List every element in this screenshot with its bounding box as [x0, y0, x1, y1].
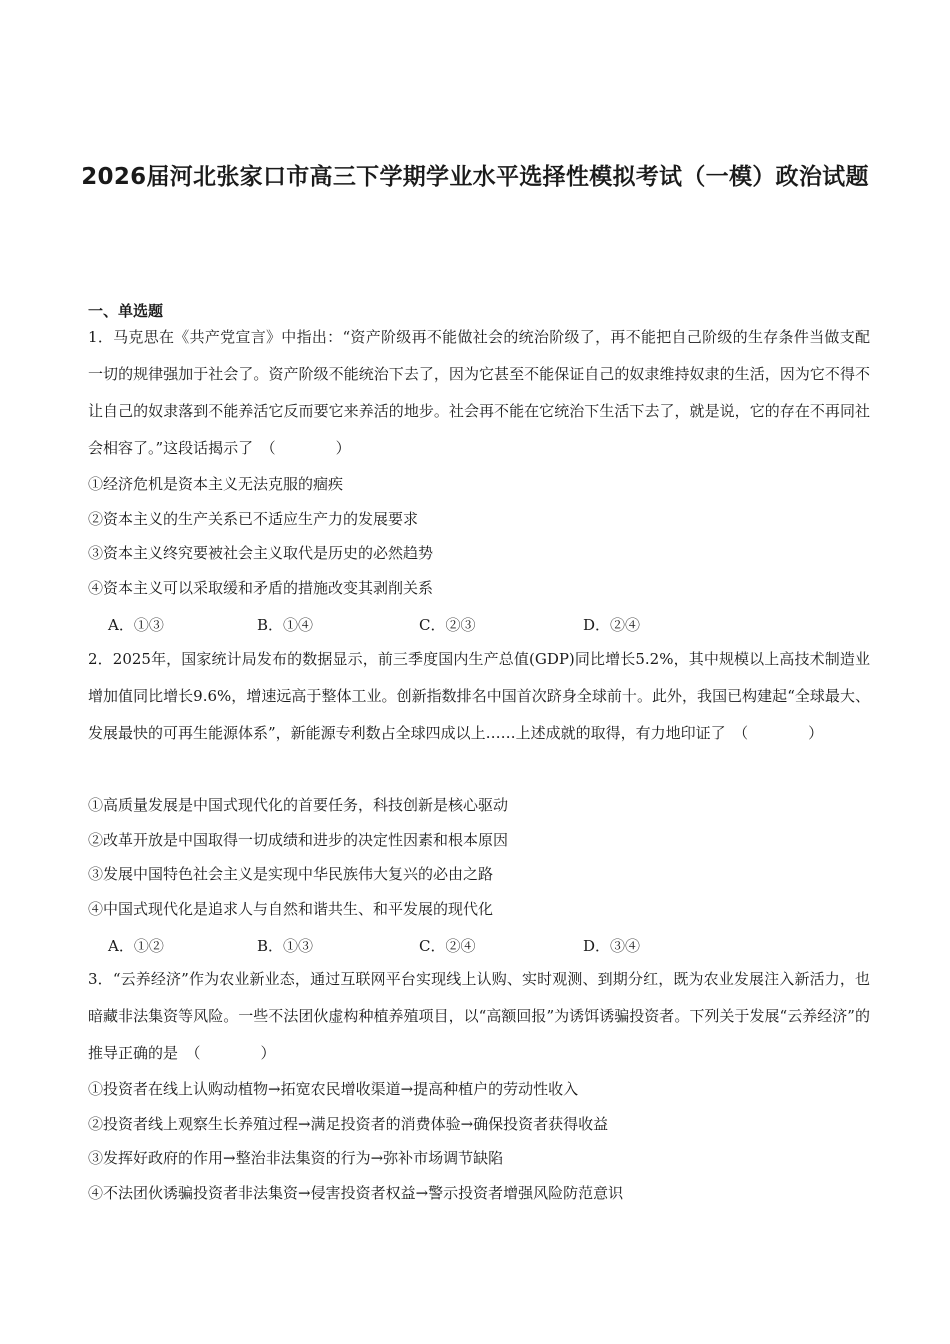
- answer-choice: D．②④: [583, 616, 641, 634]
- section-heading: 一、单选题: [88, 302, 164, 320]
- option-item: ④不法团伙诱骗投资者非法集资→侵害投资者权益→警示投资者增强风险防范意识: [88, 1184, 624, 1202]
- option-item: ③发展中国特色社会主义是实现中华民族伟大复兴的必由之路: [88, 865, 494, 883]
- question-stem: 3．“云养经济”作为农业新业态，通过互联网平台实现线上认购、实时观测、到期分红，既为农业发展注入新活力，也暗藏非法集资等风险。一些不法团伙虚构种植养殖项目，以“高额回报”为诱饵诱骗投资者。下列关于发展“云养经济”的推导正确的是 （ ）: [88, 970, 870, 1062]
- option-item: ①经济危机是资本主义无法克服的痼疾: [88, 475, 344, 493]
- option-item: ③发挥好政府的作用→整治非法集资的行为→弥补市场调节缺陷: [88, 1149, 504, 1167]
- answer-choice: C．②③: [419, 616, 476, 634]
- answer-choice: A．①③: [108, 616, 164, 634]
- option-item: ①投资者在线上认购动植物→拓宽农民增收渠道→提高种植户的劳动性收入: [88, 1080, 579, 1098]
- page-title: 2026届河北张家口市高三下学期学业水平选择性模拟考试（一模）政治试题: [81, 164, 869, 190]
- option-item: ④资本主义可以采取缓和矛盾的措施改变其剥削关系: [88, 579, 434, 597]
- answer-choice: B．①③: [257, 937, 314, 955]
- option-item: ②资本主义的生产关系已不适应生产力的发展要求: [88, 510, 419, 528]
- option-item: ①高质量发展是中国式现代化的首要任务，科技创新是核心驱动: [88, 796, 509, 814]
- answer-choice: C．②④: [419, 937, 476, 955]
- option-item: ④中国式现代化是追求人与自然和谐共生、和平发展的现代化: [88, 900, 494, 918]
- answer-choice: A．①②: [108, 937, 164, 955]
- question-stem: 2．2025年，国家统计局发布的数据显示，前三季度国内生产总值(GDP)同比增长5.2%，其中规模以上高技术制造业增加值同比增长9.6%，增速远高于整体工业。创新指数排名中国首次跻身全球前十。此外，我国已构建起“全球最大、发展最快的可再生能源体系”，新能源专利数占全球四成以上……上述成就的取得，有力地印证了 （ ）: [88, 650, 870, 742]
- answer-choice: B．①④: [257, 616, 314, 634]
- answer-choice: D．③④: [583, 937, 641, 955]
- option-item: ③资本主义终究要被社会主义取代是历史的必然趋势: [88, 544, 434, 562]
- option-item: ②改革开放是中国取得一切成绩和进步的决定性因素和根本原因: [88, 831, 509, 849]
- question-stem: 1．马克思在《共产党宣言》中指出：“资产阶级再不能做社会的统治阶级了，再不能把自己阶级的生存条件当做支配一切的规律强加于社会了。资产阶级不能统治下去了，因为它甚至不能保证自己的奴隶维持奴隶的生活，因为它不得不让自己的奴隶落到不能养活它反而要它来养活的地步。社会再不能在它统治下生活下去了，就是说，它的存在不再同社会相容了。”这段话揭示了 （ ）: [88, 328, 870, 457]
- option-item: ②投资者线上观察生长养殖过程→满足投资者的消费体验→确保投资者获得收益: [88, 1115, 609, 1133]
